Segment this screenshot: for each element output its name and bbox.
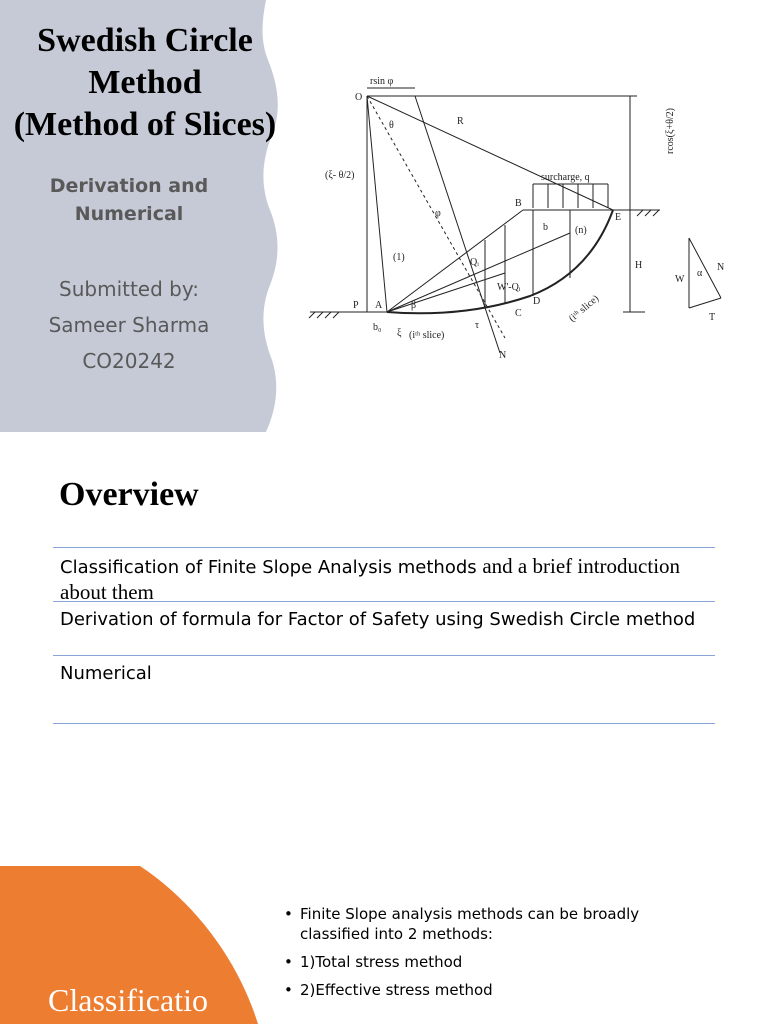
overview-item (53, 548, 715, 602)
overview-heading: Overview (59, 476, 199, 513)
label-rsin: rsin φ (370, 76, 394, 87)
label-p-point: P (353, 300, 359, 311)
overview-slide (0, 440, 768, 860)
label-one: (1) (393, 252, 405, 263)
label-rcos: rcos(ξ+θ/2) (665, 108, 676, 154)
label-r: R (457, 116, 464, 127)
roll-number: CO20242 (82, 349, 176, 373)
classification-title: Classificatio (48, 982, 208, 1018)
label-xi: ξ (397, 328, 402, 339)
label-e-point: E (615, 212, 622, 223)
presentation-title (0, 20, 290, 146)
label-b0: b₀ (373, 322, 382, 333)
title-line: Swedish Circle (37, 22, 253, 59)
overview-list (53, 547, 715, 724)
label-o: O (355, 92, 363, 103)
label-alpha: α (697, 268, 703, 279)
label-phi: φ (435, 208, 441, 219)
label-theta: θ (389, 120, 394, 131)
author-name: Sameer Sharma (48, 313, 210, 337)
label-n-force: N (499, 350, 507, 361)
label-tau: τ (475, 320, 480, 331)
overview-item-text-serif: and a brief introduction about them (60, 554, 681, 604)
label-n-triangle: N (717, 262, 725, 273)
label-b-width: b (543, 222, 548, 233)
title-slide (0, 0, 768, 432)
title-line: Method (88, 64, 202, 101)
overview-item (53, 602, 715, 656)
label-b-point: B (515, 198, 522, 209)
title-line: (Method of Slices) (13, 106, 277, 143)
label-h: H (635, 260, 643, 271)
submission-info (0, 271, 258, 379)
label-qi: Qᵢ (470, 257, 479, 268)
bullet-item: • 1)Total stress method (282, 952, 702, 972)
label-w-force: W (675, 274, 685, 285)
label-c-point: C (515, 308, 522, 319)
swedish-circle-diagram (305, 68, 735, 368)
label-w-q: W'-Qᵢ (497, 282, 521, 293)
bullet-item: • 2)Effective stress method (282, 980, 702, 1000)
overview-item-text: Numerical (60, 663, 152, 684)
label-ith-slice-right: (iᵗʰ slice) (566, 293, 602, 325)
label-xi-theta: (ξ- θ/2) (325, 170, 355, 181)
label-n-slice: (n) (575, 225, 587, 236)
classification-bullets (282, 904, 702, 1008)
overview-item-text: Derivation of formula for Factor of Safety using Swedish Circle method (60, 609, 696, 630)
label-surcharge: surcharge, q (541, 172, 590, 183)
overview-item (53, 656, 715, 724)
overview-item-text: Classification of Finite Slope Analysis methods (60, 557, 483, 578)
label-d-point: D (533, 296, 541, 307)
label-ith-slice: (iᵗʰ slice) (409, 330, 445, 341)
presentation-subtitle: Derivation and Numerical (49, 175, 209, 225)
label-t-triangle: T (709, 312, 716, 323)
label-beta: β (411, 300, 417, 311)
bullet-item: • Finite Slope analysis methods can be broadly classified into 2 methods: (282, 904, 702, 944)
classification-slide (0, 866, 768, 1024)
submitted-by-label: Submitted by: (59, 277, 199, 301)
label-a-point: A (375, 300, 383, 311)
